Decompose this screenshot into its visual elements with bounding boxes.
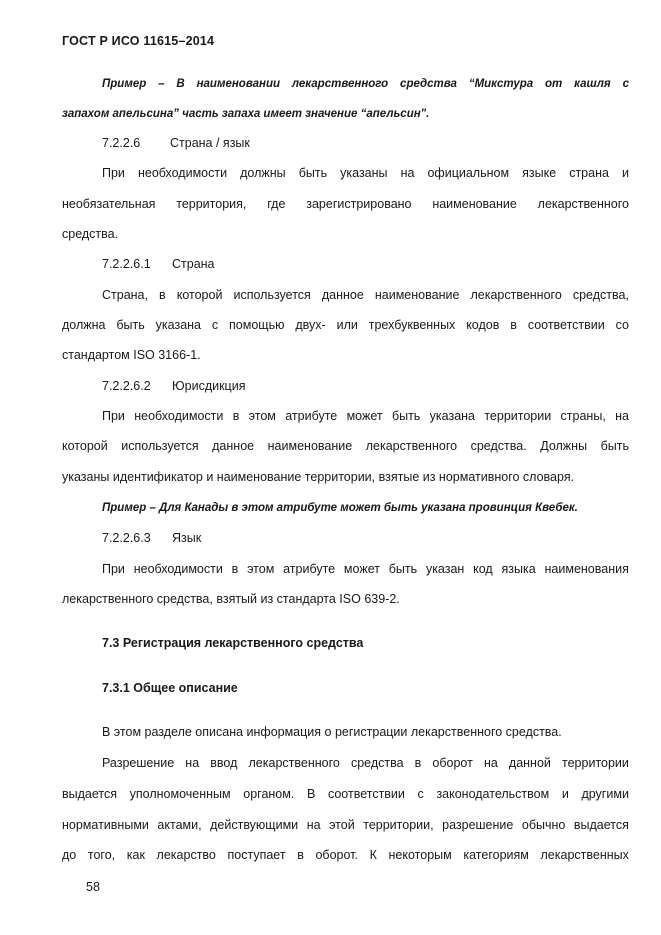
word: в <box>297 848 304 862</box>
word: уполномоченным <box>129 787 231 801</box>
word: “Микстура <box>468 78 534 90</box>
word: органом. <box>243 787 295 801</box>
word: в <box>232 409 240 423</box>
section-number: 7.2.2.6.1 <box>102 257 151 271</box>
word: другими <box>581 787 629 801</box>
word: средства, <box>572 288 629 302</box>
word: указана <box>429 409 475 423</box>
paragraph-1-line-3: средства. <box>62 227 119 241</box>
word: необходимости <box>134 409 224 423</box>
word: В <box>176 78 185 90</box>
word: до <box>62 848 77 862</box>
word: страна <box>569 166 609 180</box>
page-number: 58 <box>86 880 100 894</box>
word: должна <box>62 318 106 332</box>
word: нормативными <box>62 818 149 832</box>
example-1-line-2: запахом апельсина” часть запаха имеет значение “апельсин". <box>62 108 430 120</box>
word: Разрешение <box>102 756 175 770</box>
word: с <box>211 318 219 332</box>
word: законодательством <box>436 787 550 801</box>
word: и <box>621 166 629 180</box>
word: этом <box>247 562 275 576</box>
word: наименования <box>544 562 629 576</box>
word: средства. <box>470 439 527 453</box>
word: быть <box>298 166 328 180</box>
word: наименование <box>432 197 517 211</box>
word: средства <box>350 756 404 770</box>
word: действующими <box>210 818 299 832</box>
example-2: Пример – Для Канады в этом атрибуте может быть указана провинция Квебек. <box>102 502 578 514</box>
word: этом <box>248 409 276 423</box>
paragraph-1-line-2 <box>62 197 629 211</box>
word: помощью <box>229 318 285 332</box>
word: необязательная <box>62 197 156 211</box>
word: код <box>473 562 493 576</box>
word: – <box>158 78 165 90</box>
section-title: Юрисдикция <box>172 379 246 393</box>
paragraph-1-line-1 <box>102 166 629 180</box>
section-7-2-2-6-heading <box>102 136 250 150</box>
word: Пример <box>102 78 147 90</box>
word: территории <box>484 409 552 423</box>
word: При <box>102 409 125 423</box>
word: в <box>414 756 422 770</box>
word: При <box>102 166 125 180</box>
word: необходимости <box>137 166 228 180</box>
paragraph-6-line-4 <box>62 848 629 862</box>
word: некоторым <box>388 848 452 862</box>
word: указаны <box>340 166 388 180</box>
word: кашля <box>574 78 611 90</box>
word: используется <box>121 439 199 453</box>
paragraph-6-line-1 <box>102 756 629 770</box>
word: которой <box>176 288 223 302</box>
word: наименование <box>267 439 353 453</box>
word: в <box>159 288 166 302</box>
word: При <box>102 562 125 576</box>
document-header: ГОСТ Р ИСО 11615–2014 <box>62 34 215 48</box>
word: быть <box>388 562 418 576</box>
word: быть <box>600 439 629 453</box>
word: выдается <box>573 818 629 832</box>
word: которой <box>62 439 108 453</box>
section-title: Страна <box>172 257 215 271</box>
word: где <box>267 197 286 211</box>
word: лекарственного <box>470 288 562 302</box>
word: может <box>343 562 380 576</box>
word: лекарственного <box>248 756 340 770</box>
word: категориям <box>463 848 529 862</box>
section-number: 7.2.2.6 <box>102 136 141 150</box>
paragraph-5-line-1: В этом разделе описана информация о регистрации лекарственного средства. <box>102 725 562 739</box>
word: на <box>615 409 629 423</box>
word: как <box>126 848 145 862</box>
word: данное <box>321 288 364 302</box>
word: быть <box>116 318 145 332</box>
word: с <box>622 78 629 90</box>
word: в <box>231 562 239 576</box>
word: на <box>185 756 200 770</box>
word: зарегистрировано <box>306 197 412 211</box>
word: Должны <box>540 439 588 453</box>
paragraph-6-line-2 <box>62 787 629 801</box>
word: может <box>346 409 383 423</box>
word: быть <box>391 409 421 423</box>
word: средства <box>400 78 457 90</box>
paragraph-4-line-1 <box>102 562 629 576</box>
word: оборот. <box>315 848 358 862</box>
word: лекарственного <box>537 197 629 211</box>
section-number: 7.2.2.6.2 <box>102 379 151 393</box>
word: территория, <box>176 197 247 211</box>
word: того, <box>87 848 116 862</box>
word: лекарственного <box>291 78 389 90</box>
paragraph-4-line-2: лекарственного средства, взятый из стандарта ISO 639-2. <box>62 592 400 606</box>
section-title: Язык <box>172 531 202 545</box>
word: соответствии <box>327 787 405 801</box>
word: В <box>306 787 316 801</box>
word: обычно <box>521 818 566 832</box>
word: указана <box>155 318 201 332</box>
word: необходимости <box>133 562 223 576</box>
word: данной <box>508 756 551 770</box>
section-7-3-1-heading: 7.3.1 Общее описание <box>102 681 238 695</box>
word: на <box>400 166 415 180</box>
word: в <box>510 318 517 332</box>
section-7-3-heading: 7.3 Регистрация лекарственного средства <box>102 636 364 650</box>
word: используется <box>233 288 311 302</box>
word: территории <box>562 756 629 770</box>
word: языке <box>522 166 557 180</box>
paragraph-2-line-3: стандартом ISO 3166-1. <box>62 348 201 362</box>
paragraph-3-line-1 <box>102 409 629 423</box>
word: на <box>306 818 321 832</box>
word: выдается <box>62 787 118 801</box>
word: наименование <box>374 288 460 302</box>
word: с <box>417 787 424 801</box>
paragraph-3-line-3: указаны идентификатор и наименование территории, взятые из нормативного словаря. <box>62 470 575 484</box>
word: на <box>483 756 498 770</box>
word: официальном <box>427 166 510 180</box>
word: атрибуте <box>285 409 338 423</box>
word: К <box>369 848 377 862</box>
word: соответствии <box>527 318 605 332</box>
word: двух- <box>295 318 326 332</box>
paragraph-2-line-1 <box>102 288 629 302</box>
word: актами, <box>157 818 202 832</box>
word: страны, <box>560 409 606 423</box>
word: Страна, <box>102 288 148 302</box>
word: должны <box>240 166 286 180</box>
word: разрешение <box>442 818 514 832</box>
section-7-2-2-6-1-heading <box>102 257 215 271</box>
paragraph-2-line-2 <box>62 318 629 332</box>
word: лекарственного <box>365 439 458 453</box>
word: языка <box>501 562 536 576</box>
word: и <box>561 787 569 801</box>
word: оборот <box>432 756 473 770</box>
word: или <box>336 318 358 332</box>
word: трехбуквенных <box>368 318 456 332</box>
word: указан <box>425 562 465 576</box>
word: от <box>545 78 563 90</box>
word: наименовании <box>196 78 281 90</box>
paragraph-6-line-3 <box>62 818 629 832</box>
word: атрибуте <box>283 562 336 576</box>
word: ввод <box>210 756 238 770</box>
word: территории, <box>363 818 434 832</box>
paragraph-3-line-2 <box>62 439 629 453</box>
section-title: Страна / язык <box>170 136 250 150</box>
section-7-2-2-6-2-heading <box>102 379 245 393</box>
section-7-2-2-6-3-heading <box>102 531 201 545</box>
word: кодов <box>466 318 500 332</box>
word: данное <box>212 439 255 453</box>
word: поступает <box>227 848 286 862</box>
section-number: 7.2.2.6.3 <box>102 531 151 545</box>
word: этой <box>329 818 355 832</box>
example-1-line-1 <box>102 78 629 90</box>
word: лекарственных <box>540 848 629 862</box>
word: со <box>615 318 629 332</box>
word: лекарство <box>156 848 216 862</box>
